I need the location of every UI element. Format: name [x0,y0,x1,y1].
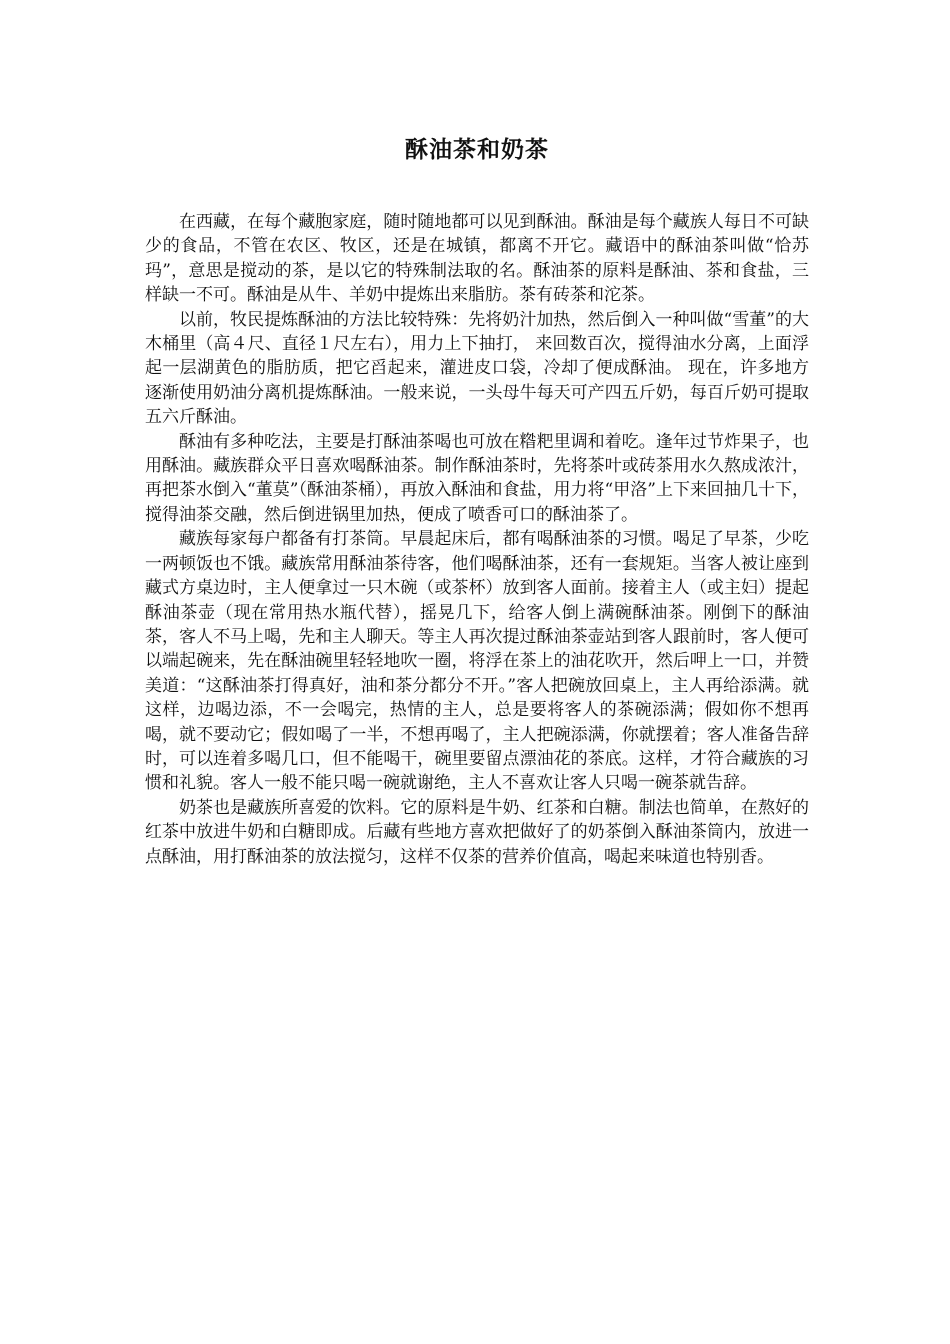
document-page [145,130,809,869]
paragraph-4: 藏族每家每户都备有打茶筒。早晨起床后，都有喝酥油茶的习惯。喝足了早茶，少吃一两顿饭也不饿。藏族常用酥油茶待客，他们喝酥油茶，还有一套规矩。当客人被让座到藏式方桌边时，主人便拿过一只木碗（或茶杯）放到客人面前。接着主人（或主妇）提起酥油茶壶（现在常用热水瓶代替），摇晃几下，给客人倒上满碗酥油茶。刚倒下的酥油茶，客人不马上喝，先和主人聊天。等主人再次提过酥油茶壶站到客人跟前时，客人便可以端起碗来，先在酥油碗里轻轻地吹一圈，将浮在茶上的油花吹开，然后呷上一口，并赞美道：“这酥油茶打得真好，油和茶分都分不开。”客人把碗放回桌上，主人再给添满。就这样，边喝边添，不一会喝完，热情的主人，总是要将客人的茶碗添满；假如你不想再喝，就不要动它；假如喝了一半，不想再喝了，主人把碗添满，你就摆着；客人准备告辞时，可以连着多喝几口，但不能喝干，碗里要留点漂油花的茶底。这样，才符合藏族的习惯和礼貌。客人一般不能只喝一碗就谢绝，主人不喜欢让客人只喝一碗茶就告辞。 [145,529,809,794]
paragraph-1: 在西藏，在每个藏胞家庭，随时随地都可以见到酥油。酥油是每个藏族人每日不可缺少的食品，不管在农区、牧区，还是在城镇，都离不开它。藏语中的酥油茶叫做“恰苏玛”，意思是搅动的茶，是以它的特殊制法取的名。酥油茶的原料是酥油、茶和食盐，三样缺一不可。酥油是从牛、羊奶中提炼出来脂肪。茶有砖茶和沱茶。 [145,212,809,306]
paragraph-2: 以前，牧民提炼酥油的方法比较特殊：先将奶汁加热，然后倒入一种叫做“雪董”的大木桶里（高４尺、直径１尺左右），用力上下抽打， 来回数百次，搅得油水分离，上面浮起一层湖黄色的脂肪质，把它舀起来，灌进皮口袋，冷却了便成酥油。 现在，许多地方逐渐使用奶油分离机提炼酥油。一般来说，一头母牛每天可产四五斤奶，每百斤奶可提取五六斤酥油。 [145,309,809,428]
paragraph-5: 奶茶也是藏族所喜爱的饮料。它的原料是牛奶、红茶和白糖。制法也简单，在熬好的红茶中放进牛奶和白糖即成。后藏有些地方喜欢把做好了的奶茶倒入酥油茶筒内，放进一点酥油，用打酥油茶的放法搅匀，这样不仅茶的营养价值高，喝起来味道也特别香。 [145,797,809,867]
document-title: 酥油茶和奶茶 [405,137,549,163]
paragraph-3: 酥油有多种吃法，主要是打酥油茶喝也可放在糌粑里调和着吃。逢年过节炸果子，也用酥油。藏族群众平日喜欢喝酥油茶。制作酥油茶时，先将茶叶或砖茶用水久熬成浓汁，再把茶水倒入“董莫”（酥油茶桶），再放入酥油和食盐，用力将“甲洛”上下来回抽几十下，搅得油茶交融，然后倒进锅里加热，便成了喷香可口的酥油茶了。 [145,431,809,525]
